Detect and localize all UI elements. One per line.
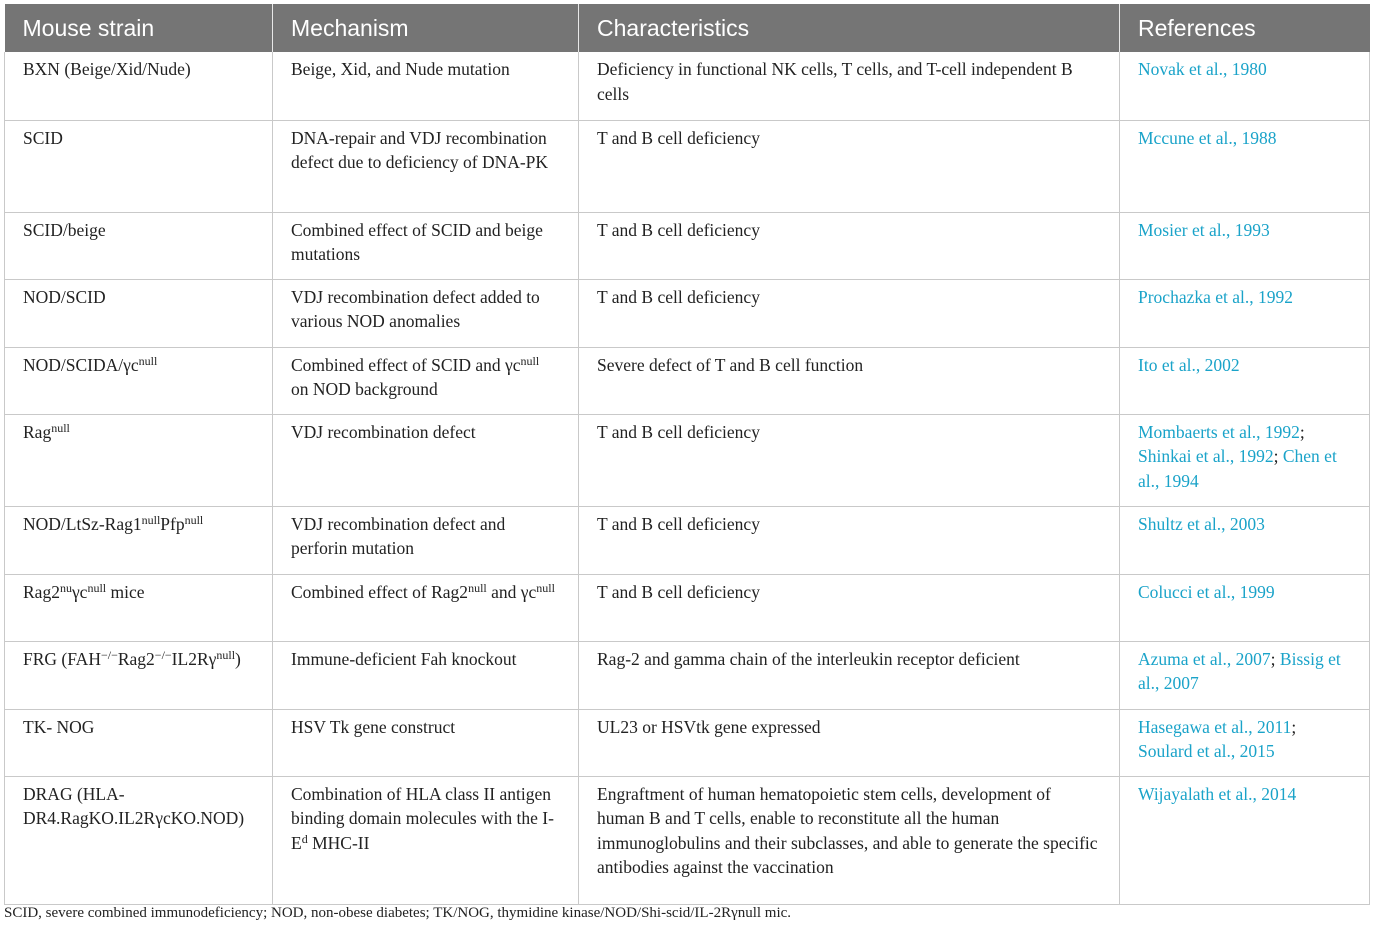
header-characteristics: Characteristics <box>579 4 1120 52</box>
references-cell <box>1120 776 1370 904</box>
strain-text: ) <box>235 648 241 669</box>
mechanism-text: Immune-deficient Fah knockout <box>291 648 517 669</box>
characteristics-text: T and B cell deficiency <box>597 219 760 240</box>
table-row <box>5 641 1370 709</box>
reference-link[interactable]: Chen et al., 1994 <box>1138 446 1337 491</box>
table-row <box>5 120 1370 212</box>
mechanism-cell <box>273 709 579 776</box>
strain-text: DRAG (HLA-DR4.RagKO.IL2RγcKO.NOD) <box>23 783 245 828</box>
mechanism-cell <box>273 574 579 641</box>
strain-superscript: null <box>51 420 70 435</box>
table-row <box>5 52 1370 120</box>
mechanism-text: VDJ recombination defect added to various NOD anomalies <box>291 286 540 331</box>
reference-link[interactable]: Wijayalath et al., 2014 <box>1138 783 1297 804</box>
characteristics-text: Deficiency in functional NK cells, T cells, and T-cell independent B cells <box>597 59 1073 104</box>
strain-text: NOD/SCIDA/γc <box>23 354 139 375</box>
header-references: References <box>1120 4 1370 52</box>
reference-link[interactable]: Mosier et al., 1993 <box>1138 219 1270 240</box>
mechanism-text: on NOD background <box>291 379 438 399</box>
mechanism-superscript: d <box>301 831 308 846</box>
references-cell <box>1120 120 1370 212</box>
mechanism-cell <box>273 212 579 279</box>
mechanism-text: Combined effect of SCID and beige mutations <box>291 219 543 264</box>
mechanism-text: Combination of HLA class II antigen binding domain molecules with the I-E <box>291 783 554 853</box>
characteristics-text: T and B cell deficiency <box>597 127 760 148</box>
characteristics-cell <box>579 414 1120 506</box>
strain-superscript: −/− <box>100 647 118 662</box>
characteristics-text: Engraftment of human hematopoietic stem cells, development of human B and T cells, enable to reconstitute all the human immunoglobulins and their subclasses, and able to generate the specific antibodies against the vaccination <box>597 783 1098 877</box>
references-cell <box>1120 574 1370 641</box>
reference-link[interactable]: Azuma et al., 2007 <box>1138 648 1271 669</box>
strain-superscript: null <box>87 580 107 595</box>
strain-cell <box>5 279 273 347</box>
references-cell <box>1120 347 1370 414</box>
reference-link[interactable]: Prochazka et al., 1992 <box>1138 286 1294 307</box>
mechanism-superscript: null <box>536 580 555 595</box>
header-mechanism: Mechanism <box>273 4 579 52</box>
strain-cell <box>5 776 273 904</box>
strain-cell <box>5 347 273 414</box>
strain-cell <box>5 212 273 279</box>
mechanism-text: Combined effect of SCID and γc <box>291 354 521 375</box>
table-row <box>5 414 1370 506</box>
mechanism-cell <box>273 279 579 347</box>
strain-text: NOD/SCID <box>23 286 106 307</box>
table-row <box>5 347 1370 414</box>
strain-superscript: null <box>138 353 158 368</box>
table-row <box>5 574 1370 641</box>
reference-link[interactable]: Shinkai et al., 1992 <box>1138 446 1274 466</box>
mechanism-cell <box>273 506 579 574</box>
characteristics-cell <box>579 279 1120 347</box>
mechanism-cell <box>273 414 579 506</box>
table-footnote: SCID, severe combined immunodeficiency; NOD, non-obese diabetes; TK/NOG, thymidine kinase/NOD/Shi-scid/IL-2Rγnull mic. <box>4 905 792 921</box>
reference-link[interactable]: Ito et al., 2002 <box>1138 354 1240 375</box>
characteristics-cell <box>579 212 1120 279</box>
table-row <box>5 776 1370 904</box>
references-cell <box>1120 414 1370 506</box>
strain-text: SCID/beige <box>23 219 106 240</box>
mechanism-cell <box>273 641 579 709</box>
characteristics-text: UL23 or HSVtk gene expressed <box>597 716 821 737</box>
mechanism-cell <box>273 776 579 904</box>
characteristics-text: T and B cell deficiency <box>597 581 760 602</box>
characteristics-text: T and B cell deficiency <box>597 421 760 442</box>
reference-separator: ; <box>1291 716 1297 737</box>
mechanism-cell <box>273 52 579 120</box>
characteristics-cell <box>579 506 1120 574</box>
characteristics-cell <box>579 52 1120 120</box>
mechanism-superscript: null <box>520 353 540 368</box>
strain-cell <box>5 414 273 506</box>
characteristics-text: T and B cell deficiency <box>597 286 760 307</box>
references-cell <box>1120 212 1370 279</box>
strain-text: Pfp <box>160 513 185 534</box>
mechanism-text: VDJ recombination defect and perforin mutation <box>291 513 506 558</box>
characteristics-text: T and B cell deficiency <box>597 513 760 534</box>
strain-cell <box>5 506 273 574</box>
strain-text: Rag2 <box>23 581 60 602</box>
characteristics-cell <box>579 120 1120 212</box>
references-cell <box>1120 641 1370 709</box>
references-cell <box>1120 52 1370 120</box>
strain-cell <box>5 52 273 120</box>
strain-cell <box>5 120 273 212</box>
characteristics-text: Severe defect of T and B cell function <box>597 354 864 375</box>
characteristics-text: Rag-2 and gamma chain of the interleukin receptor deficient <box>597 648 1020 669</box>
strain-text: IL2Rγ <box>171 648 217 669</box>
strain-text: γc <box>71 581 88 602</box>
table-row <box>5 279 1370 347</box>
mechanism-text: DNA-repair and VDJ recombination defect due to deficiency of DNA-PK <box>291 127 549 172</box>
mechanism-text: HSV Tk gene construct <box>291 716 456 737</box>
strain-text: TK- NOG <box>23 716 95 737</box>
mechanism-text: VDJ recombination defect <box>291 421 476 442</box>
characteristics-cell <box>579 574 1120 641</box>
table-row <box>5 212 1370 279</box>
reference-link[interactable]: Hasegawa et al., 2011 <box>1138 716 1292 737</box>
strain-superscript: null <box>184 512 204 527</box>
strain-cell <box>5 574 273 641</box>
strain-superscript: null <box>141 512 161 527</box>
mechanism-cell <box>273 347 579 414</box>
mechanism-cell <box>273 120 579 212</box>
strain-text: Rag2 <box>117 648 155 669</box>
strain-superscript: −/− <box>154 647 172 662</box>
characteristics-cell <box>579 347 1120 414</box>
references-cell <box>1120 279 1370 347</box>
table-row <box>5 506 1370 574</box>
reference-separator: ; <box>1273 446 1279 466</box>
mechanism-text: and γc <box>486 581 537 602</box>
characteristics-cell <box>579 641 1120 709</box>
mechanism-superscript: null <box>468 580 487 595</box>
reference-link[interactable]: Mccune et al., 1988 <box>1138 127 1277 148</box>
strain-text: Rag <box>23 421 52 442</box>
mechanism-text: MHC-II <box>307 832 370 853</box>
characteristics-cell <box>579 776 1120 904</box>
references-cell <box>1120 709 1370 776</box>
reference-link[interactable]: Colucci et al., 1999 <box>1138 581 1275 602</box>
strain-text: NOD/LtSz-Rag1 <box>23 513 142 534</box>
mechanism-text: Beige, Xid, and Nude mutation <box>291 59 510 79</box>
mouse-strain-table <box>4 4 1370 905</box>
table-row <box>5 709 1370 776</box>
table-header-row <box>5 4 1370 52</box>
reference-separator: ; <box>1299 421 1305 442</box>
header-mouse-strain: Mouse strain <box>5 4 273 52</box>
strain-cell <box>5 641 273 709</box>
strain-text: FRG (FAH <box>23 648 101 669</box>
reference-link[interactable]: Shultz et al., 2003 <box>1138 513 1265 534</box>
reference-link[interactable]: Bissig et al., 2007 <box>1138 648 1341 693</box>
strain-text: mice <box>106 581 145 602</box>
reference-separator: ; <box>1270 648 1276 669</box>
strain-superscript: null <box>216 647 236 662</box>
references-cell <box>1120 506 1370 574</box>
reference-link[interactable]: Mombaerts et al., 1992 <box>1138 421 1300 442</box>
mechanism-text: Combined effect of Rag2 <box>291 581 469 602</box>
strain-text: BXN (Beige/Xid/Nude) <box>23 59 191 79</box>
strain-text: SCID <box>23 127 63 148</box>
strain-superscript: nu <box>59 580 72 595</box>
reference-link[interactable]: Soulard et al., 2015 <box>1138 741 1275 761</box>
strain-cell <box>5 709 273 776</box>
reference-link[interactable]: Novak et al., 1980 <box>1138 59 1267 79</box>
characteristics-cell <box>579 709 1120 776</box>
